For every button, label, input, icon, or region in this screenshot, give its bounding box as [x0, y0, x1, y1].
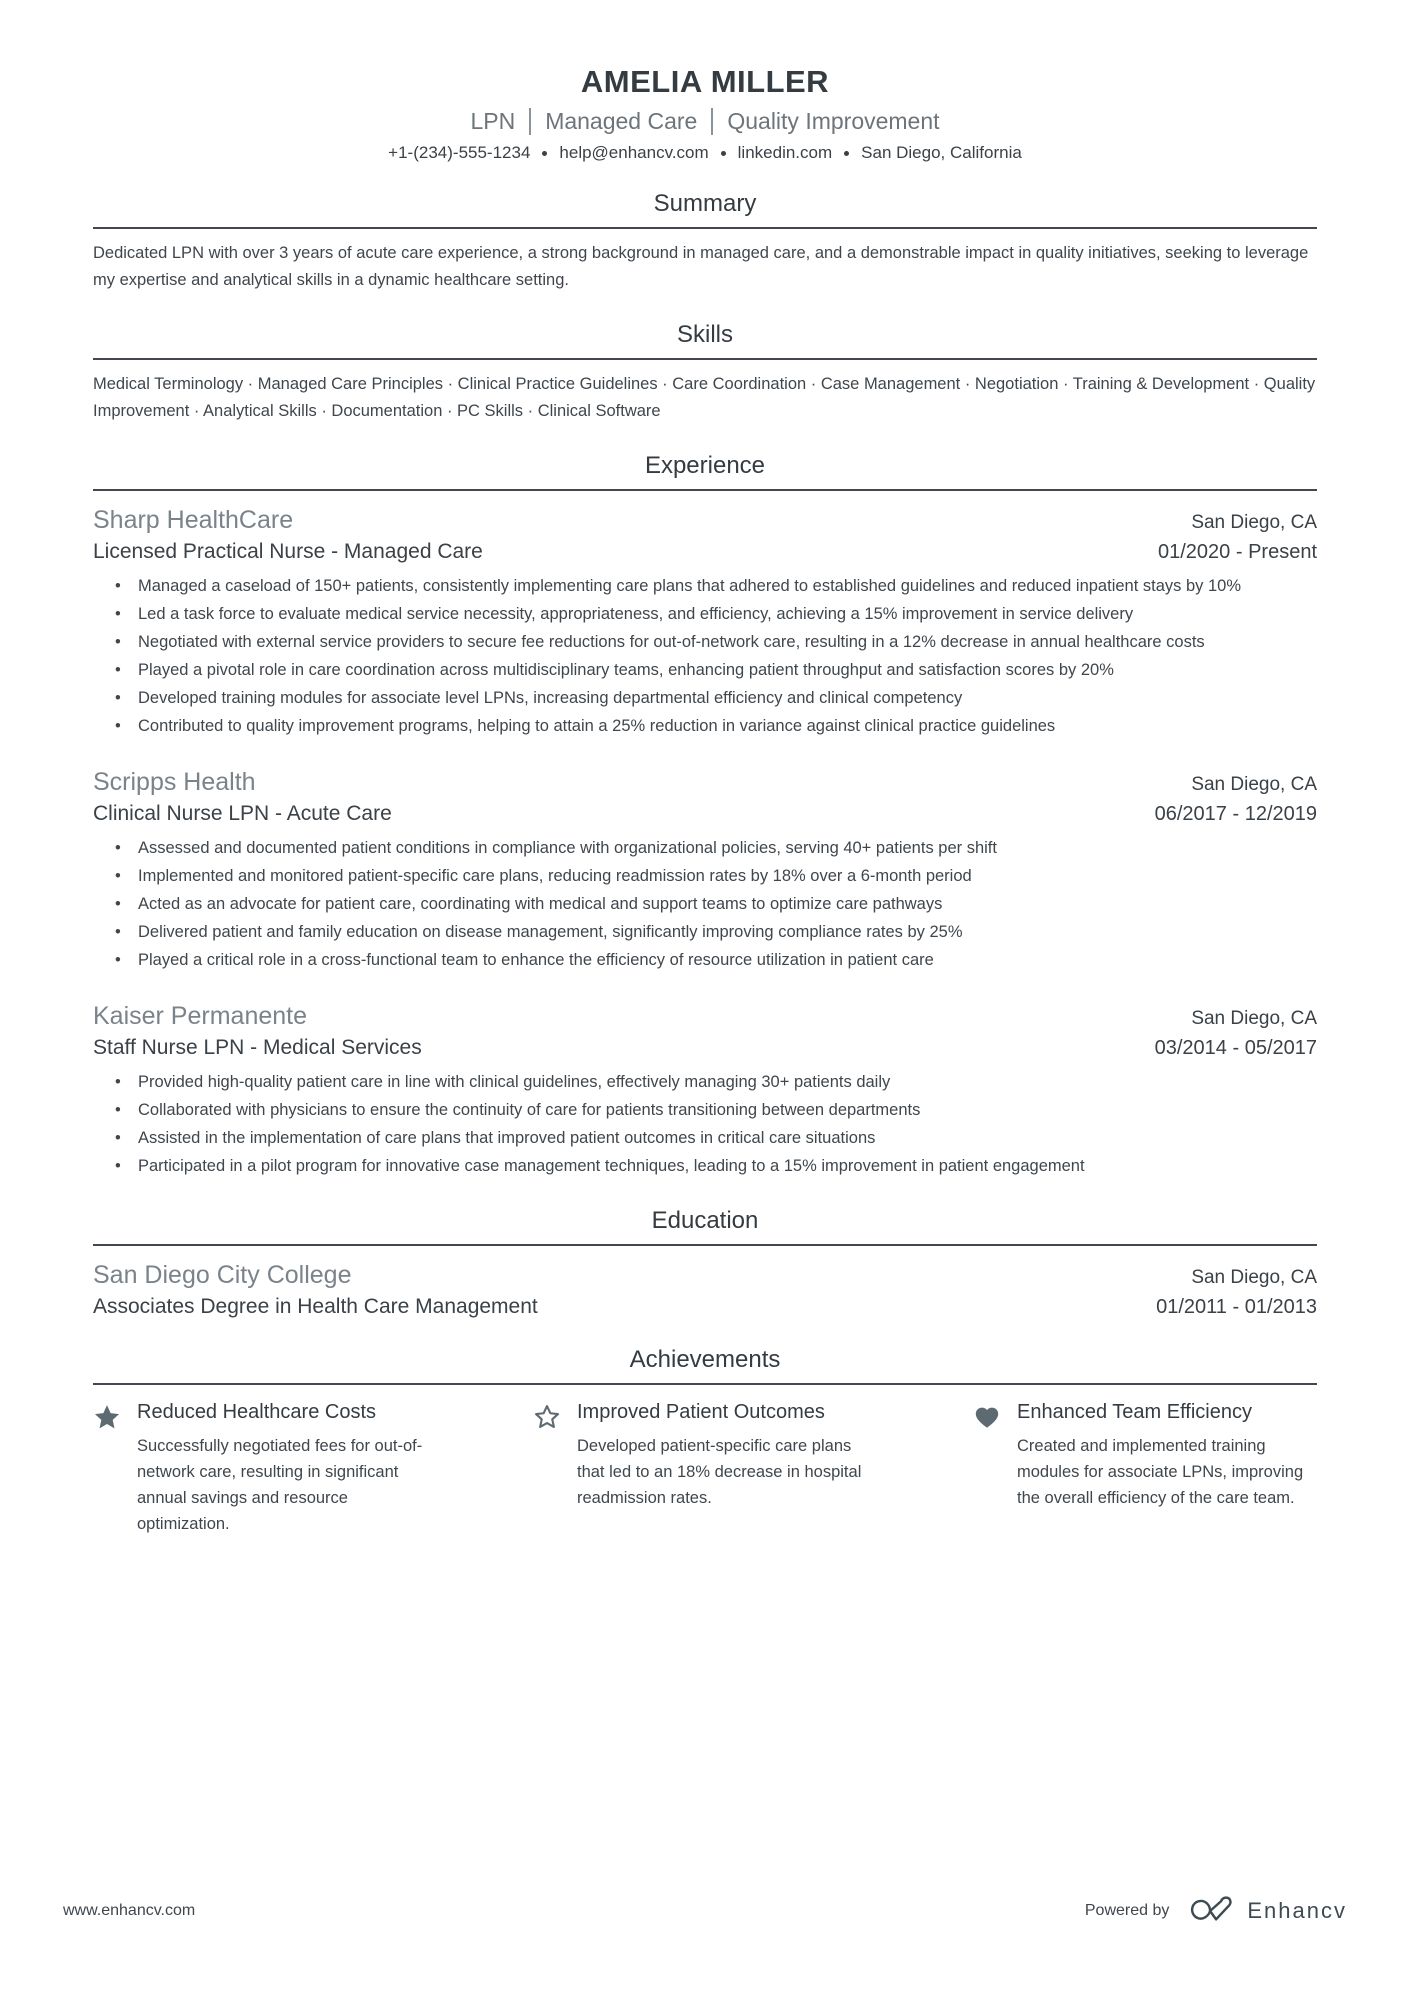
bullet-item: • Assisted in the implementation of care plans that improved patient outcomes in critical care situations: [93, 1124, 1317, 1152]
achievement-card: [533, 1401, 877, 1537]
contact-row: [93, 143, 1317, 163]
bullet-item: • Managed a caseload of 150+ patients, consistently implementing care plans that adhered to established guidelines and reduced inpatient stays by 10%: [93, 572, 1317, 600]
enhancv-brand-link[interactable]: [1185, 1893, 1347, 1929]
achievement-card: [973, 1401, 1317, 1537]
summary-text: Dedicated LPN with over 3 years of acute care experience, a strong background in managed care, and a demonstrable impact in quality initiatives, seeking to leverage my expertise and analytical skills in a dynamic healthcare setting.: [93, 244, 1309, 289]
bullet-item: • Provided high-quality patient care in line with clinical guidelines, effectively managing 30+ patients daily: [93, 1068, 1317, 1096]
resume-header: [93, 64, 1317, 163]
candidate-headline: [93, 108, 1317, 135]
section-divider: [93, 1383, 1317, 1385]
bullet-item: • Delivered patient and family education on disease management, significantly improving compliance rates by 25%: [93, 918, 1317, 946]
section-summary: [93, 190, 1317, 294]
powered-by: [1085, 1893, 1347, 1929]
achievement-card: [93, 1401, 437, 1537]
heart-icon: [973, 1401, 1001, 1537]
achievement-text: Created and implemented training modules for associate LPNs, improving the overall efficiency of the care team.: [1017, 1437, 1304, 1507]
bullet-item: • Implemented and monitored patient-specific care plans, reducing readmission rates by 18% over a 6-month period: [93, 862, 1317, 890]
section-experience: [93, 452, 1317, 1180]
summary-title: Summary: [653, 190, 757, 217]
headline-part-managed-care: Managed Care: [545, 108, 698, 134]
bullet-item: • Developed training modules for associate level LPNs, increasing departmental efficiency and clinical competency: [93, 684, 1317, 712]
job-dates: 01/2020 - Present: [1158, 541, 1317, 563]
contact-separator-dot: [721, 151, 726, 156]
skills-title: Skills: [676, 321, 733, 348]
education-title: Education: [651, 1207, 759, 1234]
job-entry-kaiser-permanente: [93, 1002, 1317, 1180]
contact-separator-dot: [542, 151, 547, 156]
section-divider: [93, 489, 1317, 491]
education-dates: 01/2011 - 01/2013: [1156, 1296, 1317, 1318]
website-link[interactable]: www.enhancv.com: [63, 1902, 196, 1919]
headline-separator: [711, 108, 713, 135]
section-skills: [93, 321, 1317, 425]
section-education: [93, 1207, 1317, 1319]
section-divider: [93, 227, 1317, 229]
star-filled-icon: [93, 1401, 121, 1537]
bullet-item: • Participated in a pilot program for innovative case management techniques, leading to a 15% improvement in patient engagement: [93, 1152, 1317, 1180]
education-entry: [93, 1261, 1317, 1319]
company-name: Sharp HealthCare: [93, 506, 294, 534]
achievements-title: Achievements: [629, 1346, 781, 1373]
achievement-text: Developed patient-specific care plans that led to an 18% decrease in hospital readmission rates.: [577, 1437, 862, 1507]
job-dates: 03/2014 - 05/2017: [1154, 1037, 1317, 1059]
job-role: Licensed Practical Nurse - Managed Care: [93, 540, 483, 563]
job-bullets: [93, 834, 1317, 974]
enhancv-logo-icon: [1185, 1893, 1237, 1929]
achievement-title: Enhanced Team Efficiency: [1017, 1401, 1252, 1423]
headline-separator: [529, 108, 531, 135]
job-dates: 06/2017 - 12/2019: [1154, 803, 1317, 825]
achievement-title: Reduced Healthcare Costs: [137, 1401, 377, 1423]
section-achievements: [93, 1346, 1317, 1537]
job-bullets: [93, 1068, 1317, 1180]
section-divider: [93, 1244, 1317, 1246]
job-location: San Diego, CA: [1191, 774, 1317, 795]
company-name: Scripps Health: [93, 768, 256, 796]
achievement-title: Improved Patient Outcomes: [577, 1401, 825, 1423]
star-outline-icon: [533, 1401, 561, 1537]
bullet-item: • Acted as an advocate for patient care, coordinating with medical and support teams to optimize care pathways: [93, 890, 1317, 918]
school-location: San Diego, CA: [1191, 1267, 1317, 1288]
bullet-item: • Negotiated with external service providers to secure fee reductions for out-of-network care, resulting in a 12% decrease in annual healthcare costs: [93, 628, 1317, 656]
achievement-content: [577, 1401, 877, 1537]
headline-part-quality-improvement: Quality Improvement: [727, 108, 940, 134]
contact-location: San Diego, California: [861, 143, 1022, 162]
achievements-grid: [93, 1401, 1317, 1537]
contact-linkedin[interactable]: linkedin.com: [737, 143, 833, 162]
job-entry-sharp-healthcare: [93, 506, 1317, 740]
job-role: Clinical Nurse LPN - Acute Care: [93, 802, 392, 825]
job-role: Staff Nurse LPN - Medical Services: [93, 1036, 422, 1059]
bullet-item: • Assessed and documented patient conditions in compliance with organizational policies, serving 40+ patients per shift: [93, 834, 1317, 862]
contact-phone: +1-(234)-555-1234: [388, 143, 531, 162]
job-entry-scripps-health: [93, 768, 1317, 974]
bullet-item: • Collaborated with physicians to ensure the continuity of care for patients transitioning between departments: [93, 1096, 1317, 1124]
job-location: San Diego, CA: [1191, 1008, 1317, 1029]
enhancv-brand-name: Enhancv: [1247, 1898, 1347, 1923]
contact-email[interactable]: help@enhancv.com: [559, 143, 709, 162]
section-divider: [93, 358, 1317, 360]
degree-name: Associates Degree in Health Care Management: [93, 1295, 538, 1318]
company-name: Kaiser Permanente: [93, 1002, 308, 1030]
skills-list: Medical Terminology · Managed Care Principles · Clinical Practice Guidelines · Care Coordination · Case Management · Negotiation · Training & Development · Quality Improvement · Analytical Skills · Documentation · PC Skills · Clinical Software: [93, 375, 1316, 420]
achievement-content: [137, 1401, 437, 1537]
achievement-text: Successfully negotiated fees for out-of-network care, resulting in significant annual savings and resource optimization.: [137, 1437, 423, 1533]
contact-separator-dot: [844, 151, 849, 156]
job-bullets: [93, 572, 1317, 740]
bullet-item: • Led a task force to evaluate medical service necessity, appropriateness, and efficiency, achieving a 15% improvement in service delivery: [93, 600, 1317, 628]
achievement-content: [1017, 1401, 1317, 1537]
page-footer: [63, 1893, 1347, 1929]
job-location: San Diego, CA: [1191, 512, 1317, 533]
bullet-item: • Contributed to quality improvement programs, helping to attain a 25% reduction in variance against clinical practice guidelines: [93, 712, 1317, 740]
headline-part-lpn: LPN: [470, 108, 516, 134]
candidate-name: AMELIA MILLER: [580, 64, 830, 99]
bullet-item: • Played a critical role in a cross-functional team to enhance the efficiency of resource utilization in patient care: [93, 946, 1317, 974]
school-name: San Diego City College: [93, 1261, 352, 1289]
bullet-item: • Played a pivotal role in care coordination across multidisciplinary teams, enhancing patient throughput and satisfaction scores by 20%: [93, 656, 1317, 684]
experience-title: Experience: [644, 452, 766, 479]
powered-by-label: Powered by: [1084, 1902, 1170, 1919]
